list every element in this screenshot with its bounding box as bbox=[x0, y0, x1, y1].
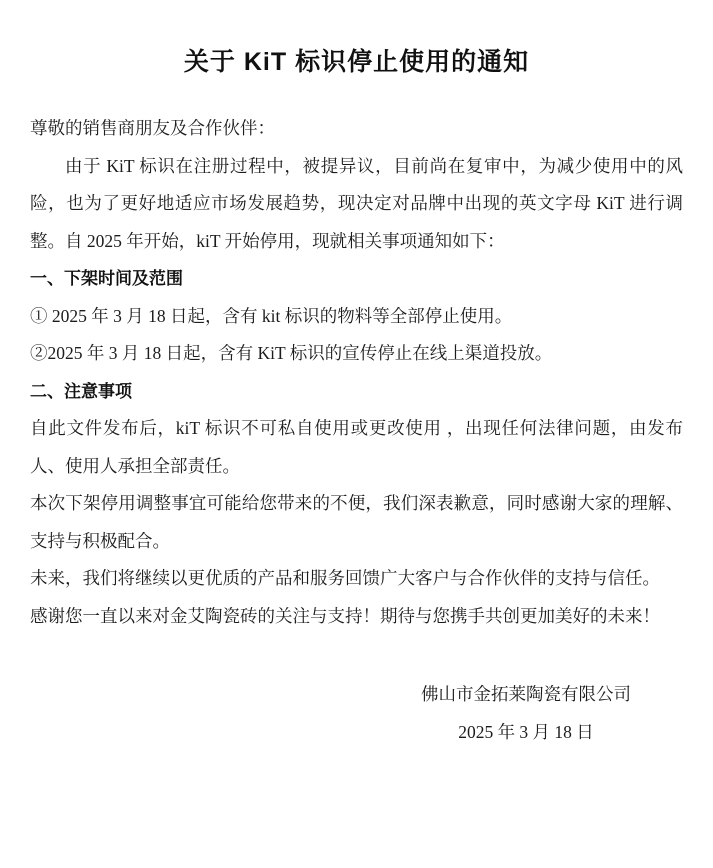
intro-paragraph: 由于 KiT 标识在注册过程中，被提异议，目前尚在复审中，为减少使用中的风险，也为了更好地适应市场发展趋势，现决定对品牌中出现的英文字母 KiT 进行调整。自 2025 年开始，kiT 开始停用，现就相关事项通知如下： bbox=[30, 155, 683, 251]
section-2-paragraph-3: 未来，我们将继续以更优质的产品和服务回馈广大客户与合作伙伴的支持与信任。 bbox=[30, 568, 660, 588]
section-1-heading: 一、下架时间及范围 bbox=[30, 269, 183, 288]
section-2-paragraph-1: 自此文件发布后，kiT 标识不可私自使用或更改使用 ，出现任何法律问题，由发布人、使用人承担全部责任。 bbox=[30, 418, 683, 476]
notice-document-page bbox=[0, 42, 713, 868]
signature-block bbox=[421, 675, 631, 751]
section-1-item-2: ②2025 年 3 月 18 日起，含有 KiT 标识的宣传停止在线上渠道投放。 bbox=[30, 343, 553, 363]
notice-document bbox=[0, 42, 713, 751]
section-2-paragraph-4: 感谢您一直以来对金艾陶瓷砖的关注与支持！期待与您携手共创更加美好的未来！ bbox=[30, 605, 660, 626]
section-2-paragraph-2: 本次下架停用调整事宜可能给您带来的不便，我们深表歉意，同时感谢大家的理解、支持与积极配合。 bbox=[30, 493, 683, 551]
signature-date: 2025 年 3 月 18 日 bbox=[458, 722, 594, 742]
signature-company: 佛山市金拓莱陶瓷有限公司 bbox=[421, 684, 631, 704]
section-2-heading: 二、注意事项 bbox=[30, 381, 132, 401]
salutation: 尊敬的销售商朋友及合作伙伴： bbox=[30, 118, 275, 138]
section-1-item-1: ① 2025 年 3 月 18 日起，含有 kit 标识的物料等全部停止使用。 bbox=[30, 305, 513, 326]
document-title: 关于 KiT 标识停止使用的通知 bbox=[183, 48, 530, 76]
